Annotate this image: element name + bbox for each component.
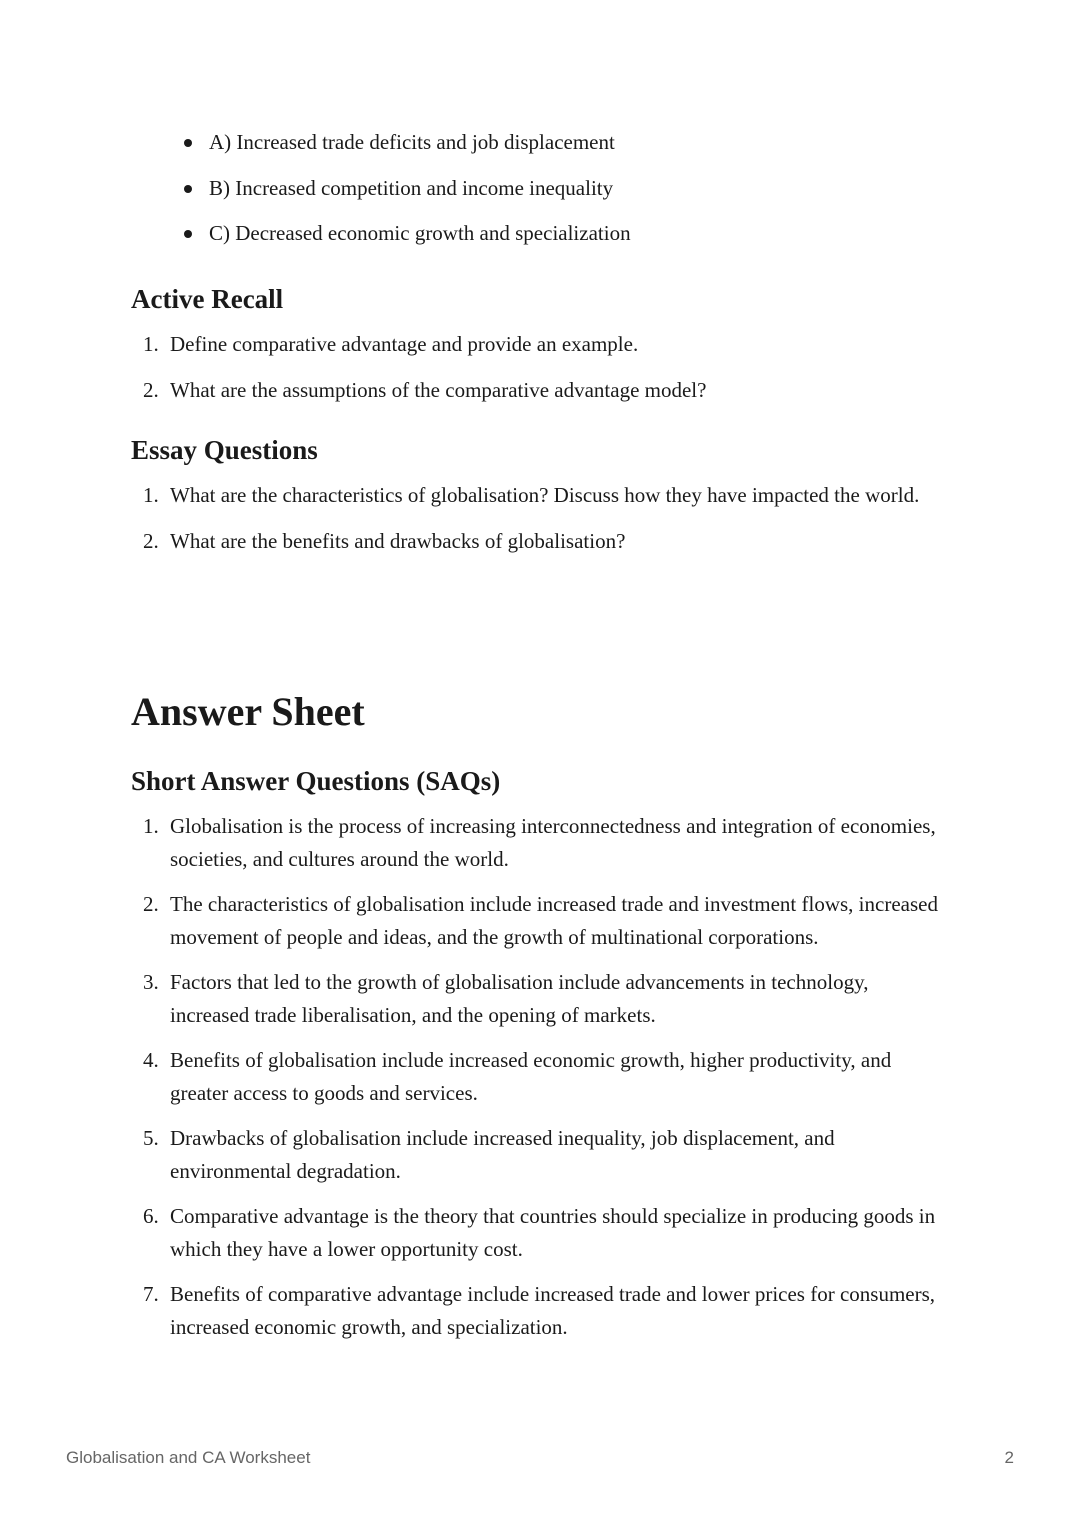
list-item bbox=[143, 479, 963, 512]
list-item bbox=[143, 810, 943, 876]
item-text: Benefits of comparative advantage include increased trade and lower prices for consumers, increased economic growth, and specialization. bbox=[170, 1282, 936, 1339]
list-item bbox=[143, 888, 943, 954]
item-text: Comparative advantage is the theory that countries should specialize in producing goods in which they have a lower opportunity cost. bbox=[170, 1204, 936, 1261]
essay-questions-list bbox=[143, 479, 963, 558]
list-item bbox=[143, 328, 963, 361]
item-text: What are the characteristics of globalisation? Discuss how they have impacted the world. bbox=[170, 483, 920, 507]
option-text: A) Increased trade deficits and job displacement bbox=[209, 130, 615, 154]
item-number: 2. bbox=[143, 892, 159, 916]
item-number: 2. bbox=[143, 378, 159, 402]
footer-document-title: Globalisation and CA Worksheet bbox=[66, 1448, 311, 1467]
list-item bbox=[143, 374, 963, 407]
option-item bbox=[180, 219, 631, 247]
item-text: What are the assumptions of the comparative advantage model? bbox=[170, 378, 707, 402]
item-number: 1. bbox=[143, 483, 159, 507]
bullet-icon bbox=[184, 230, 192, 238]
item-number: 7. bbox=[143, 1282, 159, 1306]
saq-heading: Short Answer Questions (SAQs) bbox=[131, 766, 501, 796]
item-number: 1. bbox=[143, 814, 159, 838]
item-text: Factors that led to the growth of globalisation include advancements in technology, increased trade liberalisation, and the opening of markets. bbox=[170, 970, 869, 1027]
item-text: Drawbacks of globalisation include increased inequality, job displacement, and environmental degradation. bbox=[170, 1126, 835, 1183]
item-number: 5. bbox=[143, 1126, 159, 1150]
footer-page-number: 2 bbox=[1004, 1448, 1014, 1467]
list-item bbox=[143, 1278, 943, 1344]
option-text: B) Increased competition and income inequality bbox=[209, 175, 614, 200]
item-number: 2. bbox=[143, 529, 159, 553]
answer-options-list bbox=[180, 128, 631, 265]
active-recall-heading: Active Recall bbox=[131, 284, 284, 314]
essay-questions-heading: Essay Questions bbox=[131, 435, 318, 465]
item-text: Define comparative advantage and provide an example. bbox=[170, 332, 639, 356]
list-item bbox=[143, 1200, 943, 1266]
list-item bbox=[143, 966, 943, 1032]
item-number: 6. bbox=[143, 1204, 159, 1228]
bullet-icon bbox=[184, 185, 192, 193]
item-text: Benefits of globalisation include increased economic growth, higher productivity, and greater access to goods and services. bbox=[170, 1048, 892, 1105]
item-number: 3. bbox=[143, 970, 159, 994]
answer-sheet-title: Answer Sheet bbox=[131, 689, 365, 734]
option-item bbox=[180, 128, 631, 156]
item-text: What are the benefits and drawbacks of globalisation? bbox=[170, 529, 626, 553]
saq-answers-list bbox=[143, 810, 943, 1344]
item-number: 1. bbox=[143, 332, 159, 356]
option-text: C) Decreased economic growth and specialization bbox=[209, 221, 631, 245]
item-text: The characteristics of globalisation include increased trade and investment flows, increased movement of people and ideas, and the growth of multinational corporations. bbox=[170, 892, 938, 949]
item-number: 4. bbox=[143, 1048, 159, 1072]
bullet-icon bbox=[184, 139, 192, 147]
list-item bbox=[143, 525, 963, 558]
option-item bbox=[180, 174, 631, 202]
item-text: Globalisation is the process of increasing interconnectedness and integration of economies, societies, and cultures around the world. bbox=[170, 814, 936, 871]
list-item bbox=[143, 1044, 943, 1110]
active-recall-list bbox=[143, 328, 963, 407]
list-item bbox=[143, 1122, 943, 1188]
